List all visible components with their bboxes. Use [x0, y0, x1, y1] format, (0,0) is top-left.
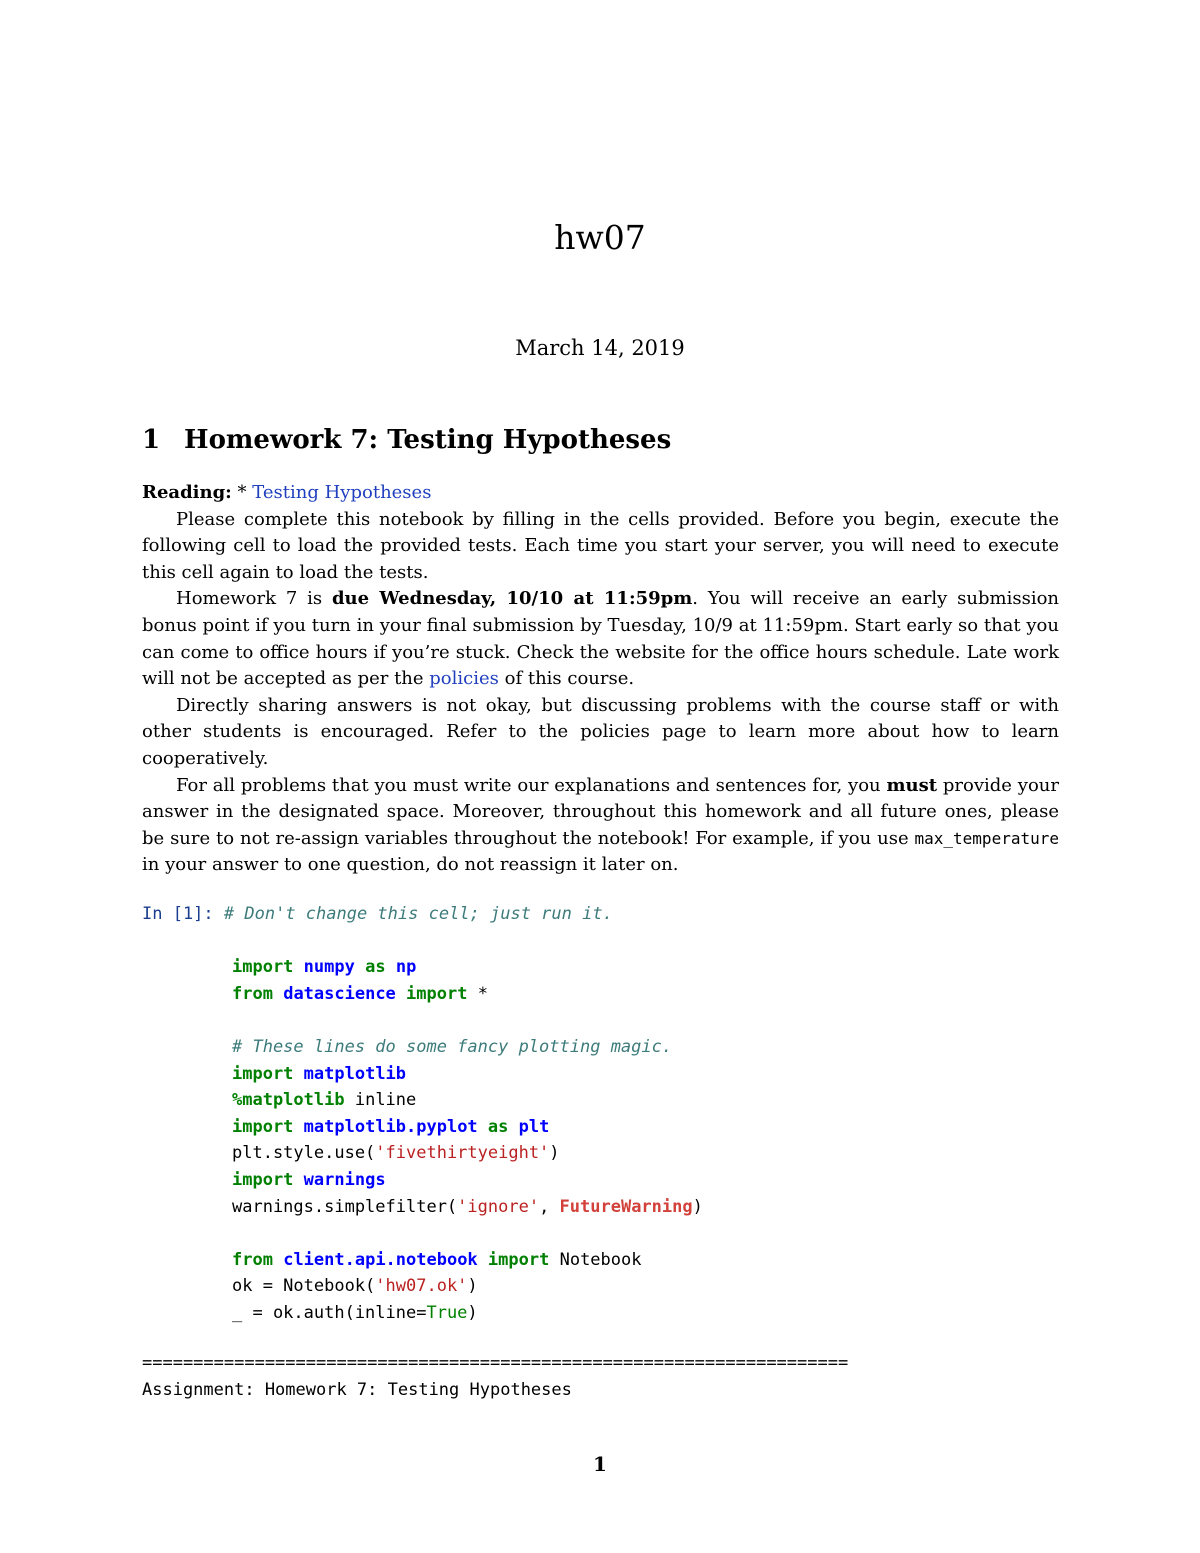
code-line-import-pyplot — [232, 1114, 1082, 1141]
keyword: import — [232, 1169, 294, 1190]
variable-name-code: max_temperature — [914, 828, 1059, 848]
code-line-simplefilter — [232, 1194, 1082, 1221]
due-text-b: . You will receive an early submission bonus point if you turn in your final submission by Tuesday, 10/9 at 11:59pm. Start early so that you can come to office hours if you’re stuck. Check the website for the office hours schedule. Late work will not be accepted as per the — [142, 588, 1060, 690]
code-token: ) — [467, 1302, 478, 1323]
code-token: , — [539, 1196, 560, 1217]
code-token: plt.style.use( — [232, 1143, 376, 1164]
module-name: matplotlib — [303, 1063, 407, 1084]
cell-prompt: In [1]: — [142, 904, 214, 924]
paragraph-collaboration: Directly sharing answers is not okay, but discussing problems with the course staff or with other students is encouraged. Refer to the policies page to learn more about how to learn cooperatively. — [142, 694, 1059, 769]
answers-must-bold: must — [886, 774, 938, 796]
code-token: ok = Notebook( — [232, 1276, 376, 1297]
exception-name: FutureWarning — [559, 1196, 693, 1217]
section-title: Homework 7: Testing Hypotheses — [184, 425, 672, 455]
code-line-style — [232, 1140, 1082, 1167]
code-token: ) — [467, 1276, 478, 1297]
due-text-a: Homework 7 is — [176, 588, 332, 610]
module-name: datascience — [283, 983, 396, 1004]
cell-output — [142, 1350, 1082, 1404]
code-token: inline — [354, 1090, 417, 1111]
due-text-c: of this course. — [498, 668, 635, 690]
keyword: from — [232, 1249, 273, 1270]
code-line-import-datascience — [232, 981, 1082, 1008]
code-token: * — [477, 983, 488, 1004]
module-name: matplotlib.pyplot — [303, 1116, 478, 1137]
page-number: 1 — [593, 1452, 607, 1476]
reading-label: Reading: — [142, 482, 232, 503]
code-line-import-numpy — [232, 954, 1082, 981]
output-rule: ===================================================================== — [142, 1353, 849, 1373]
code-line-import-notebook — [232, 1247, 1082, 1274]
output-assignment: Assignment: Homework 7: Testing Hypotheses — [142, 1380, 572, 1400]
code-token: ) — [692, 1196, 703, 1217]
reading-bullet: * — [231, 482, 253, 503]
module-name: numpy — [303, 957, 355, 978]
code-line-magic — [232, 1087, 1082, 1114]
due-date-bold: due Wednesday, 10/10 at 11:59pm — [331, 588, 693, 610]
keyword: import — [232, 957, 294, 978]
code-token: _ = ok.auth(inline= — [232, 1302, 427, 1323]
keyword: import — [406, 983, 468, 1004]
code-body — [232, 928, 1082, 1327]
code-token: warnings.simplefilter( — [232, 1196, 458, 1217]
answers-text-b: provide your answer in the designated space. Moreover, throughout this homework and all future ones, please be sure to not re-assign variables throughout the notebook! For example, if you use — [142, 774, 1059, 849]
section-number: 1 — [142, 425, 161, 455]
keyword: import — [232, 1063, 294, 1084]
answers-text-c: in your answer to one question, do not reassign it later on. — [142, 854, 679, 876]
string-literal: 'fivethirtyeight' — [375, 1143, 550, 1164]
string-literal: 'ignore' — [457, 1196, 540, 1217]
paragraph-instructions: Please complete this notebook by filling in the cells provided. Before you begin, execute the following cell to load the provided tests. Each time you start your server, you will need to execute this cell again to load the tests. — [142, 508, 1059, 583]
section-heading — [142, 422, 1062, 458]
reading-line — [142, 480, 1059, 507]
document-date: March 14, 2019 — [515, 336, 685, 360]
keyword: as — [365, 957, 386, 978]
code-blank-line — [232, 1007, 1082, 1034]
code-line-auth — [232, 1300, 1082, 1327]
module-name: client.api.notebook — [283, 1249, 478, 1270]
magic-command: %matplotlib — [232, 1090, 345, 1111]
code-line-ok — [232, 1273, 1082, 1300]
keyword: from — [232, 983, 273, 1004]
module-alias: np — [395, 957, 417, 978]
code-cell[interactable] — [142, 901, 1082, 1327]
code-line-import-warnings — [232, 1167, 1082, 1194]
reading-link[interactable]: Testing Hypotheses — [252, 482, 432, 503]
keyword: as — [487, 1116, 509, 1137]
code-comment: # These lines do some fancy plotting magic. — [232, 1036, 673, 1057]
keyword: import — [487, 1249, 550, 1270]
document-title: hw07 — [554, 218, 646, 257]
code-blank-line — [232, 928, 1082, 955]
module-alias: plt — [518, 1116, 550, 1137]
code-comment: # Don't change this cell; just run it. — [223, 904, 613, 924]
document-body — [142, 480, 1059, 879]
keyword: import — [232, 1116, 294, 1137]
builtin-constant: True — [426, 1302, 468, 1323]
string-literal: 'hw07.ok' — [375, 1276, 468, 1297]
code-line-import-matplotlib — [232, 1061, 1082, 1088]
code-line-1 — [142, 901, 1082, 928]
paragraph-answers — [142, 773, 1059, 879]
code-blank-line — [232, 1220, 1082, 1247]
paragraph-due-date — [142, 586, 1059, 692]
code-line-comment — [232, 1034, 1082, 1061]
code-token: ) — [549, 1143, 560, 1164]
answers-text-a: For all problems that you must write our explanations and sentences for, you — [176, 774, 887, 796]
code-token: Notebook — [559, 1249, 642, 1270]
policies-link[interactable]: policies — [429, 668, 499, 690]
module-name: warnings — [303, 1169, 386, 1190]
